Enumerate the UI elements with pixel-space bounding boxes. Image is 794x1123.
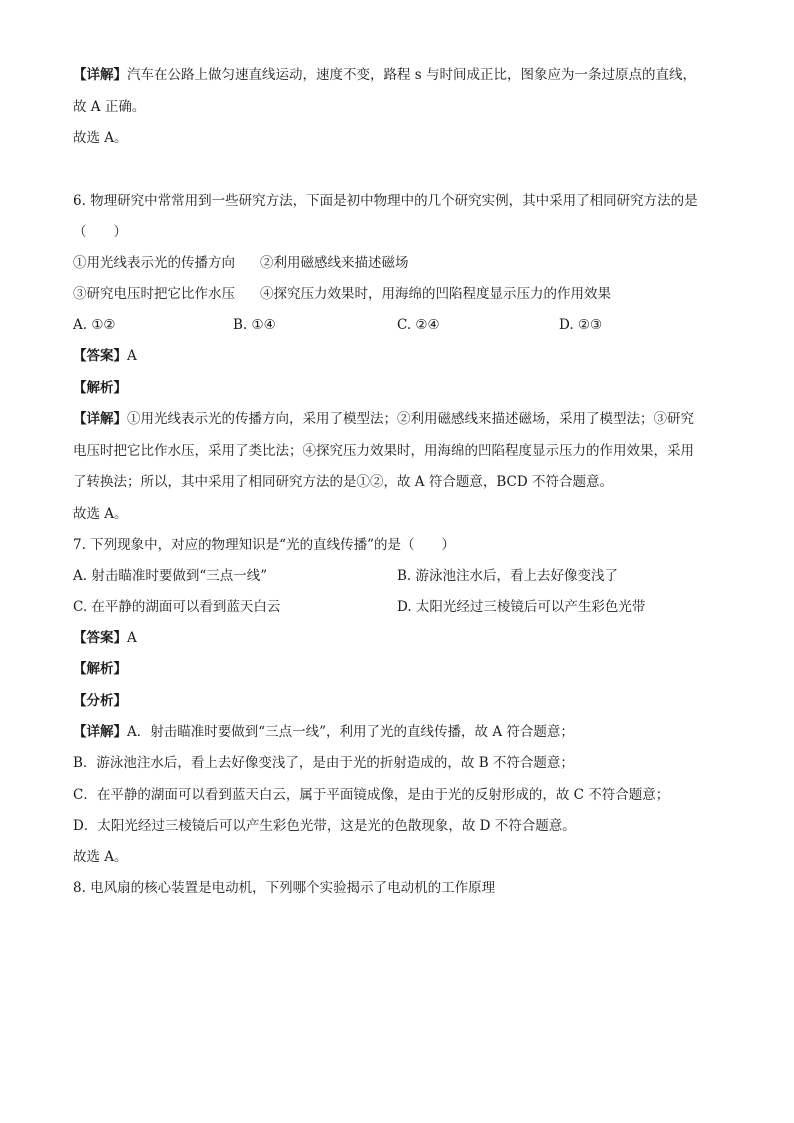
q7-analysis-label: 【解析】 [73,661,127,677]
q6-stem-line-2: （ ） [73,224,127,240]
document-page: 【详解】汽车在公路上做匀速直线运动，速度不变，路程 s 与时间成正比，图象应为一条过原点的直线， 故 A 正确。 故选 A。 6. 物理研究中常常用到一些研究方法，下面是初中物理中的几个研究实例，其中采用了相同研究方法的是 （ ） ①用光线表示光的传播方向 ②利用磁感线来描述磁场 ③研究电压时把它比作水压 ④探究压力效果时，用海绵的凹陷程度显示压力的作用效果 A. ①② B. ①④ C. ②④ D. ②③ 【答案】A 【解析】 【详解】①用光线表示光的传播方向，采用了模型法；②利用磁感线来描述磁场，采用了模型法；③研究 电压时把它比作水压，采用了类比法；④探究压力效果时，用海绵的凹陷程度显示压力的作用效果，采用 了转换法；所以，其中采用了相同研究方法的是①②，故 A 符合题意，BCD 不符合题意。 故选 A。 7. 下列现象中，对应的物理知识是“光的直线传播”的是（ ） A. 射击瞄准时要做到“三点一线” B. 游泳池注水后，看上去好像变浅了 C. 在平静的湖面可以看到蓝天白云 D. 太阳光经过三棱镜后可以产生彩色光带 【答案】A 【解析】 【分析】 【详解】A．射击瞄准时要做到“三点一线”，利用了光的直线传播，故 A 符合题意； B．游泳池注水后，看上去好像变浅了，是由于光的折射造成的，故 B 不符合题意； C．在平静的湖面可以看到蓝天白云，属于平面镜成像，是由于光的反射形成的，故 C 不符合题意； D．太阳光经过三棱镜后可以产生彩色光带，这是光的色散现象，故 D 不符合题意。 故选 A。 8. 电风扇的核心装置是电动机，下列哪个实验揭示了电动机的工作原理 [0,0,794,1123]
q6-analysis-label: 【解析】 [73,380,127,396]
q7-fenxi-label: 【分析】 [73,693,127,709]
answer-label: 【答案】 [73,630,127,646]
q7-option-d: D. 太阳光经过三棱镜后可以产生彩色光带 [397,599,646,615]
q6-detail-line-1: 【详解】①用光线表示光的传播方向，采用了模型法；②利用磁感线来描述磁场，采用了模型法；③研究 [73,411,694,427]
detail-label: 【详解】 [73,67,127,83]
q7-detail-b: B．游泳池注水后，看上去好像变浅了，是由于光的折射造成的，故 B 不符合题意； [73,755,574,771]
q6-option-d: D. ②③ [559,317,603,333]
detail-label: 【详解】 [73,411,127,427]
q7-option-a: A. 射击瞄准时要做到“三点一线” [73,568,268,584]
q7-stem: 7. 下列现象中，对应的物理知识是“光的直线传播”的是（ ） [73,537,455,553]
detail-label: 【详解】 [73,724,127,740]
q6-detail-line-2: 电压时把它比作水压，采用了类比法；④探究压力效果时，用海绵的凹陷程度显示压力的作用效果，采用 [73,443,694,459]
q7-option-b: B. 游泳池注水后，看上去好像变浅了 [397,568,619,584]
q7-detail-c: C．在平静的湖面可以看到蓝天白云，属于平面镜成像，是由于光的反射形成的，故 C 不符合题意； [73,787,670,803]
prev-detail-line-2: 故 A 正确。 [73,99,146,115]
q7-conclusion: 故选 A。 [73,849,128,865]
q6-conclusion: 故选 A。 [73,506,128,522]
q6-answer: 【答案】A [73,348,137,364]
answer-label: 【答案】 [73,348,127,364]
prev-detail-line-1: 【详解】汽车在公路上做匀速直线运动，速度不变，路程 s 与时间成正比，图象应为一条过原点的直线， [73,67,697,83]
q6-detail-line-3: 了转换法；所以，其中采用了相同研究方法的是①②，故 A 符合题意，BCD 不符合题意。 [73,474,613,490]
q8-stem: 8. 电风扇的核心装置是电动机，下列哪个实验揭示了电动机的工作原理 [73,880,496,896]
q7-detail-d: D．太阳光经过三棱镜后可以产生彩色光带，这是光的色散现象，故 D 不符合题意。 [73,818,576,834]
q6-option-a: A. ①② [73,317,116,333]
q7-answer: 【答案】A [73,630,137,646]
q6-option-b: B. ①④ [233,317,276,333]
q7-detail-a: 【详解】A．射击瞄准时要做到“三点一线”，利用了光的直线传播，故 A 符合题意； [73,724,574,740]
q6-stem-line-1: 6. 物理研究中常常用到一些研究方法，下面是初中物理中的几个研究实例，其中采用了相同研究方法的是 [73,193,698,209]
q6-option-c: C. ②④ [397,317,440,333]
q7-option-c: C. 在平静的湖面可以看到蓝天白云 [73,599,281,615]
prev-conclusion: 故选 A。 [73,130,128,146]
